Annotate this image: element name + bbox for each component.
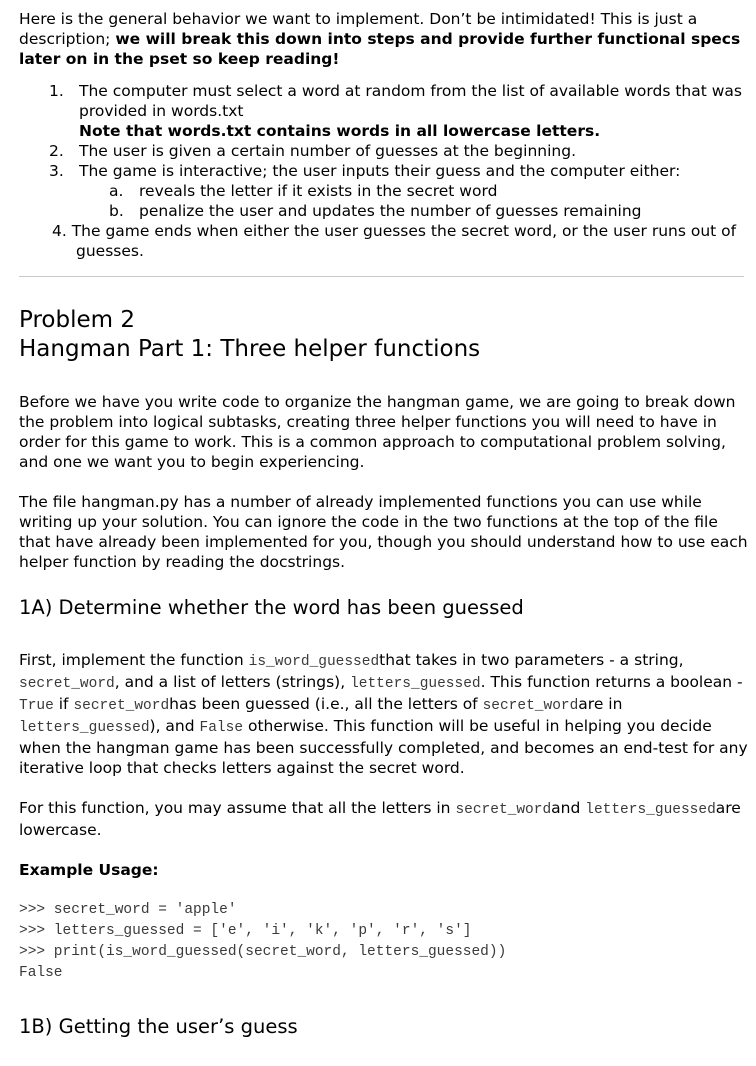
intro-text: Here is the general behavior we want to implement. Don’t be intimidated! This is just a description; bbox=[19, 10, 698, 48]
list-item bbox=[19, 141, 749, 161]
code-inline: is_word_guessed bbox=[248, 654, 380, 670]
section-1a-paragraph-2: For this function, you may assume that all the letters in secret_wordand letters_guessedare lowercase. bbox=[19, 799, 741, 839]
list-number: 1. bbox=[49, 82, 64, 100]
list-item bbox=[19, 161, 749, 221]
section-1a-heading: 1A) Determine whether the word has been guessed bbox=[19, 596, 524, 619]
list-number: b. bbox=[109, 202, 124, 220]
code-line: >>> print(is_word_guessed(secret_word, letters_guessed)) bbox=[19, 944, 507, 960]
code-line: >>> letters_guessed = ['e', 'i', 'k', 'p', 'r', 's'] bbox=[19, 923, 472, 939]
list-item-text: The game is interactive; the user inputs their guess and the computer either: bbox=[79, 162, 681, 180]
intro-paragraph-2: The file hangman.py has a number of already implemented functions you can use while writing up your solution. You can ignore the code in the two functions at the top of the file that have already been implemented for you, though you should understand how to use each helper function by reading the docstrings. bbox=[19, 493, 748, 571]
substeps-list bbox=[79, 181, 749, 221]
list-item-text: reveals the letter if it exists in the secret word bbox=[139, 182, 498, 200]
list-item-text: The computer must select a word at random from the list of available words that was provided in words.txt bbox=[79, 82, 742, 120]
document-page bbox=[19, 9, 749, 1039]
problem-number: Problem 2 bbox=[19, 307, 135, 333]
code-example bbox=[19, 900, 749, 984]
code-inline: True bbox=[19, 698, 54, 714]
section-divider bbox=[19, 276, 744, 277]
list-item-text: The user is given a certain number of guesses at the beginning. bbox=[79, 142, 576, 160]
code-inline: letters_guessed bbox=[585, 802, 716, 818]
section-1a-paragraph-1: First, implement the function is_word_guessedthat takes in two parameters - a string, secret_word, and a list of letters (strings), letters_guessed. This function returns a boolean - True if secret_wordhas been guessed (i.e., all the letters of secret_wordare in letters_guessed), and False otherwise. This function will be useful in helping you decide when the hangman game has been successfully completed, and becomes an end-test for any iterative loop that checks letters against the secret word. bbox=[19, 651, 748, 777]
steps-list bbox=[19, 81, 749, 221]
problem-title: Hangman Part 1: Three helper functions bbox=[19, 336, 481, 362]
list-number: 3. bbox=[49, 162, 64, 180]
code-line: False bbox=[19, 965, 63, 981]
intro-paragraph-1: Before we have you write code to organize the hangman game, we are going to break down the problem into logical subtasks, creating three helper functions you will need to have in order for this game to work. This is a common approach to computational problem solving, and one we want you to begin experiencing. bbox=[19, 393, 736, 471]
example-usage-label: Example Usage: bbox=[19, 861, 159, 879]
code-inline: secret_word bbox=[455, 802, 552, 818]
list-item bbox=[19, 81, 749, 141]
code-inline: secret_word bbox=[482, 698, 579, 714]
step-4-text: 4. The game ends when either the user guesses the secret word, or the user runs out of guesses. bbox=[52, 222, 737, 260]
code-inline: secret_word bbox=[73, 698, 170, 714]
list-number: a. bbox=[109, 182, 124, 200]
code-inline: secret_word bbox=[19, 676, 115, 692]
list-item-text: penalize the user and updates the number of guesses remaining bbox=[139, 202, 642, 220]
intro-bold-text: we will break this down into steps and provide further functional specs later on in the pset so keep reading! bbox=[19, 30, 741, 68]
code-line: >>> secret_word = 'apple' bbox=[19, 902, 237, 918]
list-number: 2. bbox=[49, 142, 64, 160]
intro-paragraph bbox=[19, 9, 749, 69]
code-inline: letters_guessed bbox=[19, 720, 150, 736]
list-item bbox=[19, 201, 749, 221]
problem-heading bbox=[19, 306, 749, 364]
code-inline: False bbox=[199, 720, 244, 736]
section-1b-heading: 1B) Getting the user’s guess bbox=[19, 1015, 298, 1038]
list-item-note: Note that words.txt contains words in all lowercase letters. bbox=[79, 122, 601, 140]
list-item bbox=[19, 181, 749, 201]
code-inline: letters_guessed bbox=[350, 676, 481, 692]
